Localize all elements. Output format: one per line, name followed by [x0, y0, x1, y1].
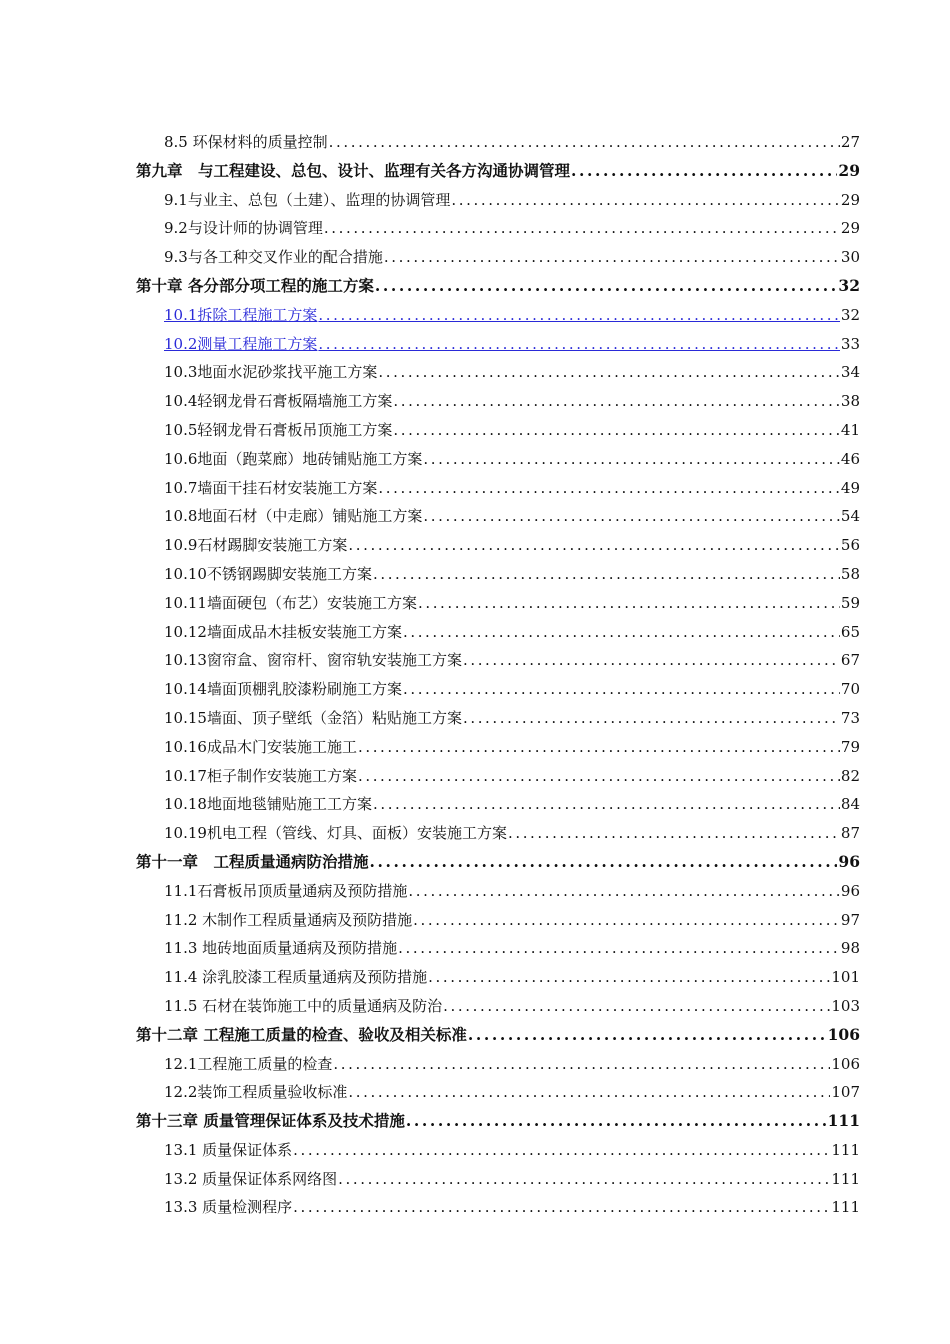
- toc-section-entry[interactable]: [136, 762, 860, 791]
- toc-entry-title: 10.3地面水泥砂浆找平施工方案: [164, 363, 378, 382]
- toc-entry-title: 10.17柜子制作安装施工方案: [164, 766, 357, 785]
- dot-leader: [324, 214, 840, 243]
- toc-entry-title: 8.5 环保材料的质量控制: [164, 133, 328, 151]
- table-of-contents: [136, 128, 860, 1222]
- toc-section-entry[interactable]: [136, 790, 860, 819]
- toc-section-entry[interactable]: [136, 186, 860, 215]
- toc-entry-title: 第十三章 质量管理保证体系及技术措施: [136, 1111, 405, 1131]
- dot-leader: [378, 474, 840, 503]
- dot-leader: [406, 1107, 827, 1136]
- toc-section-entry[interactable]: [136, 1050, 860, 1079]
- toc-page-number: 111: [831, 1140, 860, 1159]
- toc-section-entry[interactable]: [136, 675, 860, 704]
- toc-entry-title: 10.4轻钢龙骨石膏板隔墙施工方案: [164, 392, 393, 411]
- toc-section-entry[interactable]: [136, 1136, 860, 1165]
- toc-entry-title: 9.3与各工种交叉作业的配合措施: [164, 248, 383, 267]
- dot-leader: [508, 819, 840, 848]
- toc-page-number: 84: [840, 795, 860, 814]
- toc-section-entry[interactable]: [136, 358, 860, 387]
- toc-entry-title: 10.19机电工程（管线、灯具、面板）安装施工方案: [164, 824, 507, 843]
- toc-page-number: 34: [840, 363, 860, 382]
- toc-chapter-entry[interactable]: [136, 272, 860, 301]
- toc-entry-title: 10.15墙面、顶子壁纸（金箔）粘贴施工方案: [164, 708, 462, 727]
- toc-section-entry[interactable]: [136, 1193, 860, 1222]
- toc-page-number: 96: [838, 851, 860, 871]
- toc-entry-title[interactable]: 10.2测量工程施工方案: [164, 334, 318, 353]
- toc-entry-title: 10.14墙面顶棚乳胶漆粉刷施工方案: [164, 680, 402, 699]
- dot-leader: [398, 934, 840, 963]
- toc-page-number: 32: [840, 305, 860, 324]
- toc-section-entry[interactable]: [136, 128, 860, 157]
- toc-entry-title: 10.5轻钢龙骨石膏板吊顶施工方案: [164, 420, 393, 439]
- toc-entry-title: 10.9石材踢脚安装施工方案: [164, 536, 348, 555]
- dot-leader: [403, 618, 840, 647]
- toc-page-number: 79: [840, 737, 860, 756]
- dot-leader: [571, 157, 837, 186]
- toc-page-number: 111: [827, 1111, 860, 1131]
- toc-section-entry[interactable]: [136, 330, 860, 359]
- toc-page-number: 49: [840, 478, 860, 497]
- toc-page-number: 29: [840, 219, 860, 238]
- dot-leader: [318, 301, 840, 330]
- toc-page-number: 38: [840, 392, 860, 411]
- toc-section-entry[interactable]: [136, 416, 860, 445]
- toc-page-number: 54: [840, 507, 860, 526]
- toc-section-entry[interactable]: [136, 560, 860, 589]
- toc-entry-title: 10.13窗帘盒、窗帘杆、窗帘轨安装施工方案: [164, 651, 462, 670]
- toc-chapter-entry[interactable]: [136, 1021, 860, 1050]
- toc-entry-title: 11.3 地砖地面质量通病及预防措施: [164, 939, 398, 958]
- toc-section-entry[interactable]: [136, 819, 860, 848]
- toc-entry-title: 13.2 质量保证体系网络图: [164, 1169, 338, 1188]
- toc-page-number: 111: [831, 1198, 860, 1217]
- toc-page-number: 27: [840, 133, 860, 151]
- dot-leader: [428, 963, 830, 992]
- dot-leader: [358, 733, 840, 762]
- toc-section-entry[interactable]: [136, 1165, 860, 1194]
- toc-page-number: 111: [831, 1169, 860, 1188]
- toc-page-number: 103: [831, 996, 860, 1015]
- toc-entry-title: 13.3 质量检测程序: [164, 1198, 293, 1217]
- toc-entry-title: 10.18地面地毯铺贴施工工方案: [164, 795, 372, 814]
- toc-entry-title: 第十一章 工程质量通病防治措施: [136, 851, 369, 871]
- toc-section-entry[interactable]: [136, 646, 860, 675]
- toc-page-number: 59: [840, 593, 860, 612]
- toc-section-entry[interactable]: [136, 387, 860, 416]
- toc-entry-title: 10.10不锈钢踢脚安装施工方案: [164, 564, 372, 583]
- toc-section-entry[interactable]: [136, 733, 860, 762]
- dot-leader: [384, 243, 840, 272]
- dot-leader: [358, 762, 840, 791]
- toc-entry-title: 11.4 涂乳胶漆工程质量通病及预防措施: [164, 968, 428, 987]
- dot-leader: [393, 387, 840, 416]
- toc-section-entry[interactable]: [136, 906, 860, 935]
- toc-page-number: 96: [840, 881, 860, 900]
- toc-entry-title: 第十章 各分部分项工程的施工方案: [136, 275, 374, 295]
- toc-section-entry[interactable]: [136, 992, 860, 1021]
- dot-leader: [333, 1050, 830, 1079]
- toc-page-number: 33: [840, 334, 860, 353]
- toc-entry-title: 13.1 质量保证体系: [164, 1140, 293, 1159]
- toc-page-number: 32: [838, 275, 860, 295]
- dot-leader: [293, 1193, 830, 1222]
- toc-section-entry[interactable]: [136, 589, 860, 618]
- toc-entry-title[interactable]: 10.1拆除工程施工方案: [164, 305, 318, 324]
- toc-entry-title: 10.8地面石材（中走廊）铺贴施工方案: [164, 507, 423, 526]
- dot-leader: [413, 906, 840, 935]
- toc-section-entry[interactable]: [136, 531, 860, 560]
- dot-leader: [348, 531, 840, 560]
- toc-page-number: 82: [840, 766, 860, 785]
- toc-page-number: 30: [840, 248, 860, 267]
- dot-leader: [403, 675, 840, 704]
- toc-page-number: 101: [831, 968, 860, 987]
- toc-entry-title: 10.11墙面硬包（布艺）安装施工方案: [164, 593, 417, 612]
- dot-leader: [293, 1136, 830, 1165]
- toc-section-entry[interactable]: [136, 1078, 860, 1107]
- toc-entry-title: 12.2装饰工程质量验收标准: [164, 1083, 348, 1102]
- dot-leader: [463, 704, 840, 733]
- toc-page-number: 97: [840, 910, 860, 929]
- toc-entry-title: 10.16成品木门安装施工施工: [164, 737, 357, 756]
- toc-section-entry[interactable]: [136, 474, 860, 503]
- toc-page-number: 29: [840, 190, 860, 209]
- dot-leader: [423, 502, 840, 531]
- dot-leader: [418, 589, 840, 618]
- toc-section-entry[interactable]: [136, 934, 860, 963]
- dot-leader: [468, 1021, 827, 1050]
- toc-section-entry[interactable]: [136, 502, 860, 531]
- toc-chapter-entry[interactable]: [136, 848, 860, 877]
- dot-leader: [318, 330, 840, 359]
- dot-leader: [463, 646, 840, 675]
- toc-page-number: 107: [831, 1083, 860, 1102]
- dot-leader: [348, 1078, 830, 1107]
- toc-page-number: 70: [840, 680, 860, 699]
- dot-leader: [423, 445, 840, 474]
- toc-section-entry[interactable]: [136, 618, 860, 647]
- toc-entry-title: 第十二章 工程施工质量的检查、验收及相关标准: [136, 1024, 467, 1044]
- toc-entry-title: 11.2 木制作工程质量通病及预防措施: [164, 910, 413, 929]
- toc-entry-title: 9.1与业主、总包（土建）、监理的协调管理: [164, 190, 451, 209]
- dot-leader: [329, 128, 840, 157]
- toc-page-number: 29: [838, 160, 860, 180]
- dot-leader: [373, 790, 840, 819]
- toc-entry-title: 第九章 与工程建设、总包、设计、监理有关各方沟通协调管理: [136, 160, 571, 180]
- toc-page-number: 41: [840, 420, 860, 439]
- toc-section-entry[interactable]: [136, 243, 860, 272]
- toc-page-number: 65: [840, 622, 860, 641]
- toc-page-number: 98: [840, 939, 860, 958]
- dot-leader: [408, 877, 840, 906]
- toc-section-entry[interactable]: [136, 301, 860, 330]
- toc-section-entry[interactable]: [136, 963, 860, 992]
- dot-leader: [393, 416, 840, 445]
- toc-section-entry[interactable]: [136, 214, 860, 243]
- toc-page-number: 87: [840, 824, 860, 843]
- toc-page-number: 106: [831, 1054, 860, 1073]
- dot-leader: [373, 560, 840, 589]
- dot-leader: [370, 848, 838, 877]
- toc-chapter-entry[interactable]: [136, 1107, 860, 1136]
- dot-leader: [443, 992, 830, 1021]
- toc-entry-title: 11.5 石材在装饰施工中的质量通病及防治: [164, 996, 443, 1015]
- toc-chapter-entry[interactable]: [136, 157, 860, 186]
- toc-entry-title: 9.2与设计师的协调管理: [164, 219, 323, 238]
- toc-page-number: 56: [840, 536, 860, 555]
- dot-leader: [375, 272, 838, 301]
- toc-entry-title: 11.1石膏板吊顶质量通病及预防措施: [164, 881, 408, 900]
- toc-section-entry[interactable]: [136, 445, 860, 474]
- toc-page-number: 67: [840, 651, 860, 670]
- toc-section-entry[interactable]: [136, 877, 860, 906]
- toc-entry-title: 10.12墙面成品木挂板安装施工方案: [164, 622, 402, 641]
- toc-page-number: 58: [840, 564, 860, 583]
- toc-entry-title: 10.7墙面干挂石材安装施工方案: [164, 478, 378, 497]
- toc-page-number: 106: [827, 1024, 860, 1044]
- dot-leader: [451, 186, 840, 215]
- toc-page-number: 46: [840, 449, 860, 468]
- dot-leader: [378, 358, 840, 387]
- dot-leader: [338, 1165, 830, 1194]
- toc-entry-title: 12.1工程施工质量的检查: [164, 1054, 333, 1073]
- toc-section-entry[interactable]: [136, 704, 860, 733]
- toc-entry-title: 10.6地面（跑菜廊）地砖铺贴施工方案: [164, 449, 423, 468]
- toc-page-number: 73: [840, 708, 860, 727]
